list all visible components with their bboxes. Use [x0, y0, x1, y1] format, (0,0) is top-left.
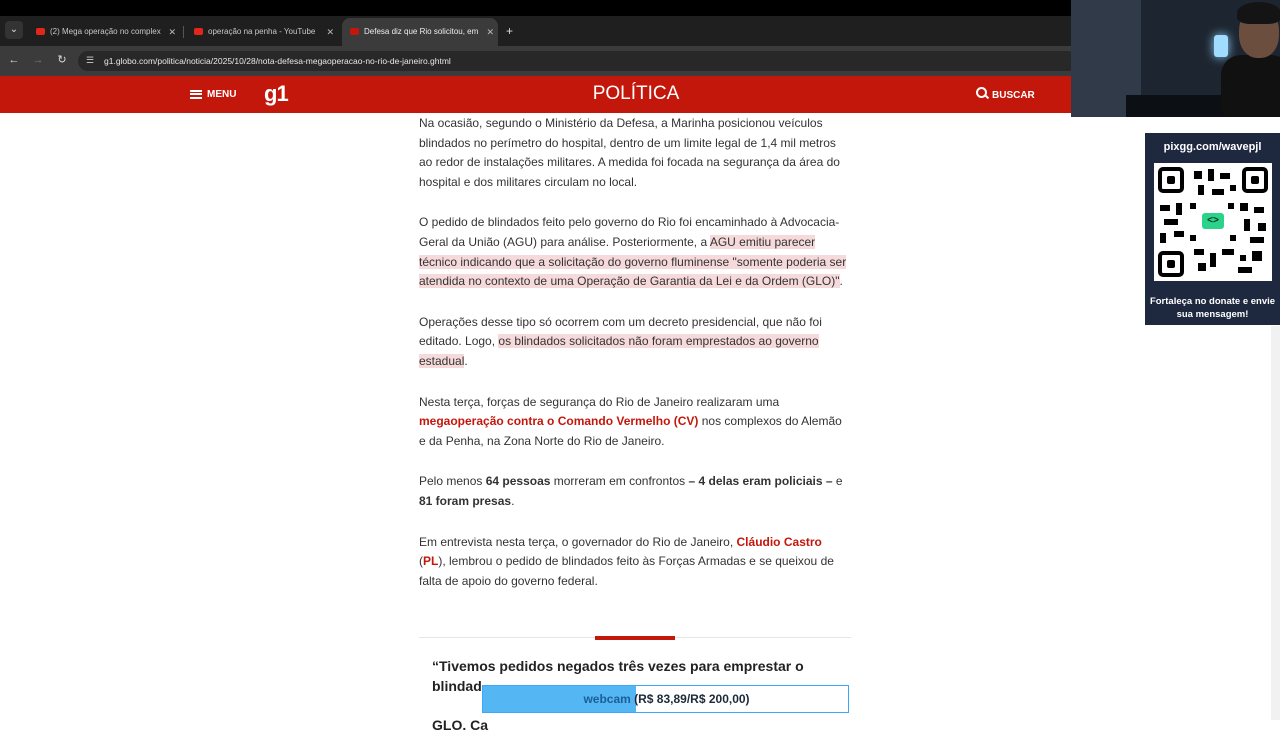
tab-g1-active[interactable]: [342, 18, 498, 46]
tab-label: operação na penha - YouTube: [208, 18, 320, 46]
reload-icon[interactable]: ↻: [54, 52, 70, 68]
goal-amounts: (R$ 83,89/R$ 200,00): [634, 692, 749, 706]
menu-label: MENU: [207, 89, 236, 100]
g1-logo[interactable]: g1: [264, 81, 288, 107]
forward-icon[interactable]: →: [30, 52, 46, 68]
goal-label: [483, 686, 850, 712]
section-title[interactable]: POLÍTICA: [536, 83, 736, 105]
search-icon: [976, 87, 987, 98]
tab-youtube-2[interactable]: [186, 18, 338, 46]
close-tab-icon[interactable]: ✕: [168, 18, 176, 46]
tab-separator: [183, 26, 184, 38]
tab-label: Defesa diz que Rio solicitou, em: [364, 18, 480, 46]
g1-favicon-icon: [350, 28, 359, 35]
g1-header: [0, 76, 1071, 113]
url-text: g1.globo.com/politica/noticia/2025/10/28/nota-defesa-megaoperacao-no-rio-de-janeiro.ghtml: [104, 51, 451, 71]
close-tab-icon[interactable]: ✕: [326, 18, 334, 46]
webcam-overlay: [1071, 0, 1280, 117]
pl-link[interactable]: PL: [423, 554, 438, 568]
paragraph: Operações desse tipo só ocorrem com um decreto presidencial, que não foi editado. Logo, os blindados solicitados não foram emprestados ao governo estadual.: [419, 313, 851, 372]
megaoperacao-link[interactable]: megaoperação contra o Comando Vermelho (CV): [419, 414, 698, 428]
claudio-castro-link[interactable]: Cláudio Castro: [737, 535, 822, 549]
new-tab-button[interactable]: +: [506, 18, 518, 44]
article-body: [419, 114, 851, 612]
ring-light-icon: [1214, 35, 1228, 57]
tab-label: (2) Mega operação no complex: [50, 18, 162, 46]
url-field[interactable]: [78, 51, 1078, 71]
hamburger-icon: [190, 90, 202, 99]
back-icon[interactable]: ←: [6, 52, 22, 68]
pixgg-logo-icon: <>: [1202, 213, 1224, 229]
donation-message: Fortaleça no donate e envie sua mensagem!: [1145, 295, 1280, 321]
youtube-icon: [194, 28, 203, 35]
highlighted-text: os blindados solicitados não foram emprestados ao governo estadual: [419, 334, 819, 368]
qr-code-icon: [1154, 163, 1272, 281]
quote-line: “Tivemos pedidos negados três vezes para emprestar o blindad: [432, 657, 842, 696]
paragraph: Na ocasião, segundo o Ministério da Defesa, a Marinha posicionou veículos blindados no perímetro do hospital, dentro de um limite legal de 1,4 mil metros ao redor de instalações militares. A medida foi focada na segurança da área do hospital e dos militares circulam no local.: [419, 114, 851, 192]
paragraph: Nesta terça, forças de segurança do Rio de Janeiro realizaram uma megaoperação contra o Comando Vermelho (CV) nos complexos do Alemão e da Penha, na Zona Norte do Rio de Janeiro.: [419, 393, 851, 452]
donation-url: pixgg.com/wavepjl: [1145, 141, 1280, 153]
paragraph: Pelo menos 64 pessoas morreram em confrontos – 4 delas eram policiais – e 81 foram presas.: [419, 472, 851, 511]
page-scrollbar[interactable]: [1271, 326, 1280, 720]
donation-goal-bar: [482, 685, 849, 713]
quote-divider-accent: [595, 636, 675, 640]
quote-line: GLO. Ca: [432, 716, 842, 735]
close-tab-icon[interactable]: ✕: [486, 18, 494, 46]
goal-keyword: webcam: [583, 692, 630, 706]
menu-button[interactable]: [190, 86, 236, 104]
youtube-icon: [36, 28, 45, 35]
search-button[interactable]: [976, 87, 1035, 101]
paragraph: Em entrevista nesta terça, o governador do Rio de Janeiro, Cláudio Castro (PL), lembrou o pedido de blindados feito às Forças Armadas e se queixou de falta de apoio do governo federal.: [419, 533, 851, 592]
search-label: BUSCAR: [992, 90, 1035, 101]
site-info-icon[interactable]: ☰: [86, 55, 94, 66]
paragraph: O pedido de blindados feito pelo governo do Rio foi encaminhado à Advocacia-Geral da União (AGU) para análise. Posteriormente, a AGU emitiu parecer técnico indicando que a solicitação do governo fluminense "somente poderia ser atendida no contexto de uma Operação de Garantia da Lei e da Ordem (GLO)".: [419, 213, 851, 291]
tab-youtube-1[interactable]: [28, 18, 180, 46]
highlighted-text: AGU emitiu parecer técnico indicando que a solicitação do governo fluminense "somente poderia ser atendida no contexto de uma Operação de Garantia da Lei e da Ordem (GLO)": [419, 235, 846, 288]
donation-widget: [1145, 133, 1280, 325]
tab-search-dropdown-icon[interactable]: ⌄: [5, 21, 23, 39]
